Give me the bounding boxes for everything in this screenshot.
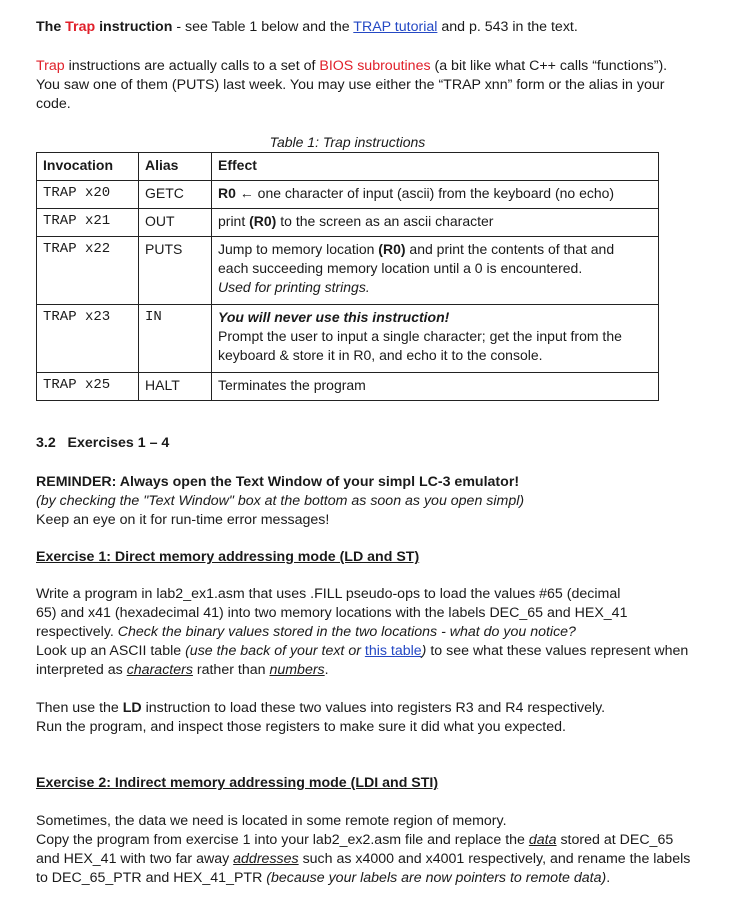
table-row	[37, 305, 659, 373]
ex1-text: respectively.	[36, 624, 118, 640]
intro-line-3: code.	[36, 96, 71, 112]
table-row	[37, 373, 659, 401]
intro-line-1	[36, 57, 716, 76]
ex1-p2-text-2: instruction to load these two values into registers R3 and R4 respectively.	[141, 700, 606, 716]
intro-text: instructions are actually calls to a set of	[64, 58, 320, 74]
ex1-text: interpreted as	[36, 662, 127, 678]
effect-line-2: Prompt the user to input a single character; get the input from the	[218, 328, 622, 344]
header-effect: Effect	[212, 153, 659, 181]
ex1-line-5	[36, 661, 726, 680]
effect-cell	[212, 305, 659, 373]
ex2-line-2	[36, 831, 726, 850]
effect-text-2: and print the contents of that and	[405, 241, 615, 257]
alias-cell: OUT	[139, 209, 212, 237]
header-text-end: and p. 543 in the text.	[437, 19, 578, 35]
header-trap-word: Trap	[65, 19, 96, 35]
effect-text: one character of input (ascii) from the keyboard (no echo)	[253, 185, 615, 201]
alias-cell: HALT	[139, 373, 212, 401]
alias-cell: GETC	[139, 181, 212, 209]
effect-cell	[212, 237, 659, 305]
ex2-line-4	[36, 869, 726, 888]
r0-paren: (R0)	[249, 213, 277, 229]
effect-line	[218, 240, 652, 259]
trap-tutorial-link[interactable]: TRAP tutorial	[353, 19, 438, 35]
ex2-line-3	[36, 850, 726, 869]
addresses-word: addresses	[233, 851, 299, 867]
ex2-italic-note: (because your labels are now pointers to remote data)	[266, 870, 607, 886]
data-word: data	[528, 832, 557, 848]
exercise-2-paragraph	[36, 812, 726, 888]
invocation-cell: TRAP x25	[37, 373, 139, 401]
bios-subroutines-text: BIOS subroutines	[319, 58, 431, 74]
effect-text: Jump to memory location	[218, 241, 379, 257]
effect-text-2: to the screen as an ascii character	[276, 213, 494, 229]
reminder-text: Keep an eye on it for run-time error messages!	[36, 512, 330, 528]
reminder-block	[36, 473, 716, 530]
header-alias: Alias	[139, 153, 212, 181]
r0-paren: (R0)	[378, 241, 406, 257]
effect-cell: Terminates the program	[212, 373, 659, 401]
ex1-line-4	[36, 642, 726, 661]
exercise-2-heading: Exercise 2: Indirect memory addressing mode (LDI and STI)	[36, 775, 439, 791]
ex1-text-2: rather than	[192, 662, 270, 678]
alias-cell: IN	[139, 305, 212, 373]
header-lead: The	[36, 19, 66, 35]
characters-word: characters	[126, 662, 193, 678]
intro-trap-word: Trap	[36, 58, 65, 74]
intro-text-2: (a bit like what C++ calls “functions”).	[430, 58, 668, 74]
table-row	[37, 181, 659, 209]
ex2-text: Copy the program from exercise 1 into your lab2_ex2.asm file and replace the	[36, 832, 529, 848]
numbers-word: numbers	[269, 662, 325, 678]
exercise-1-paragraph	[36, 585, 726, 680]
alias-cell: PUTS	[139, 237, 212, 305]
table-caption: Table 1: Trap instructions	[269, 134, 426, 150]
ex1-text-2: to see what these values represent when	[426, 643, 689, 659]
table-row	[37, 237, 659, 305]
ex1-p2-line-1	[36, 699, 716, 718]
ex1-line-2: 65) and x41 (hexadecimal 41) into two memory locations with the labels DEC_65 and HEX_41	[36, 605, 628, 621]
effect-cell	[212, 181, 659, 209]
effect-line-3: Used for printing strings.	[218, 279, 370, 295]
header-instruction-word: instruction	[95, 19, 173, 35]
reminder-heading: REMINDER: Always open the Text Window of your simpl LC-3 emulator!	[36, 474, 520, 490]
ex1-line-1: Write a program in lab2_ex1.asm that uses .FILL pseudo-ops to load the values #65 (decimal	[36, 586, 621, 602]
ex1-text: Look up an ASCII table	[36, 643, 186, 659]
section-title: 3.2 Exercises 1 – 4	[36, 435, 170, 451]
left-arrow-icon: ←	[239, 185, 254, 201]
effect-line-3: keyboard & store it in R0, and echo it to the console.	[218, 347, 543, 363]
ex2-text: to DEC_65_PTR and HEX_41_PTR	[36, 870, 267, 886]
invocation-cell: TRAP x23	[37, 305, 139, 373]
header-line	[36, 18, 716, 37]
effect-cell	[212, 209, 659, 237]
exercise-1-paragraph-2	[36, 699, 716, 737]
r0-label: R0	[218, 185, 236, 201]
reminder-note: (by checking the "Text Window" box at the bottom as soon as you open simpl)	[36, 493, 525, 509]
header-invocation: Invocation	[37, 153, 139, 181]
ex2-text-2: such as x4000 and x4001 respectively, and rename the labels	[298, 851, 691, 867]
exercise-1-heading: Exercise 1: Direct memory addressing mode (LD and ST)	[36, 549, 420, 565]
warning-text: You will never use this instruction!	[218, 309, 450, 325]
ex1-paren: )	[421, 643, 427, 659]
trap-table	[36, 152, 659, 401]
ex1-italic-note: (use the back of your text or	[185, 643, 365, 659]
ex2-period: .	[606, 870, 611, 886]
intro-line-2: You saw one of them (PUTS) last week. You may use either the “TRAP xnn” form or the alias in your	[36, 77, 665, 93]
ex2-line-1: Sometimes, the data we need is located in some remote region of memory.	[36, 813, 507, 829]
intro-paragraph	[36, 57, 716, 114]
table-row	[37, 209, 659, 237]
ex1-p2-line-2: Run the program, and inspect those registers to make sure it did what you expected.	[36, 719, 566, 735]
ex1-p2-text: Then use the	[36, 700, 123, 716]
ex2-text-2: stored at DEC_65	[556, 832, 674, 848]
effect-text: print	[218, 213, 250, 229]
ex1-italic-question: Check the binary values stored in the two locations - what do you notice?	[117, 624, 576, 640]
ex1-line-3	[36, 623, 726, 642]
invocation-cell: TRAP x22	[37, 237, 139, 305]
invocation-cell: TRAP x20	[37, 181, 139, 209]
header-text: - see Table 1 below and the	[172, 19, 354, 35]
ascii-table-link[interactable]: this table	[364, 643, 422, 659]
table-header-row	[37, 153, 659, 181]
ex2-text: and HEX_41 with two far away	[36, 851, 234, 867]
ld-word: LD	[122, 700, 142, 716]
invocation-cell: TRAP x21	[37, 209, 139, 237]
ex1-period: .	[324, 662, 329, 678]
effect-line-2: each succeeding memory location until a 0 is encountered.	[218, 260, 583, 276]
